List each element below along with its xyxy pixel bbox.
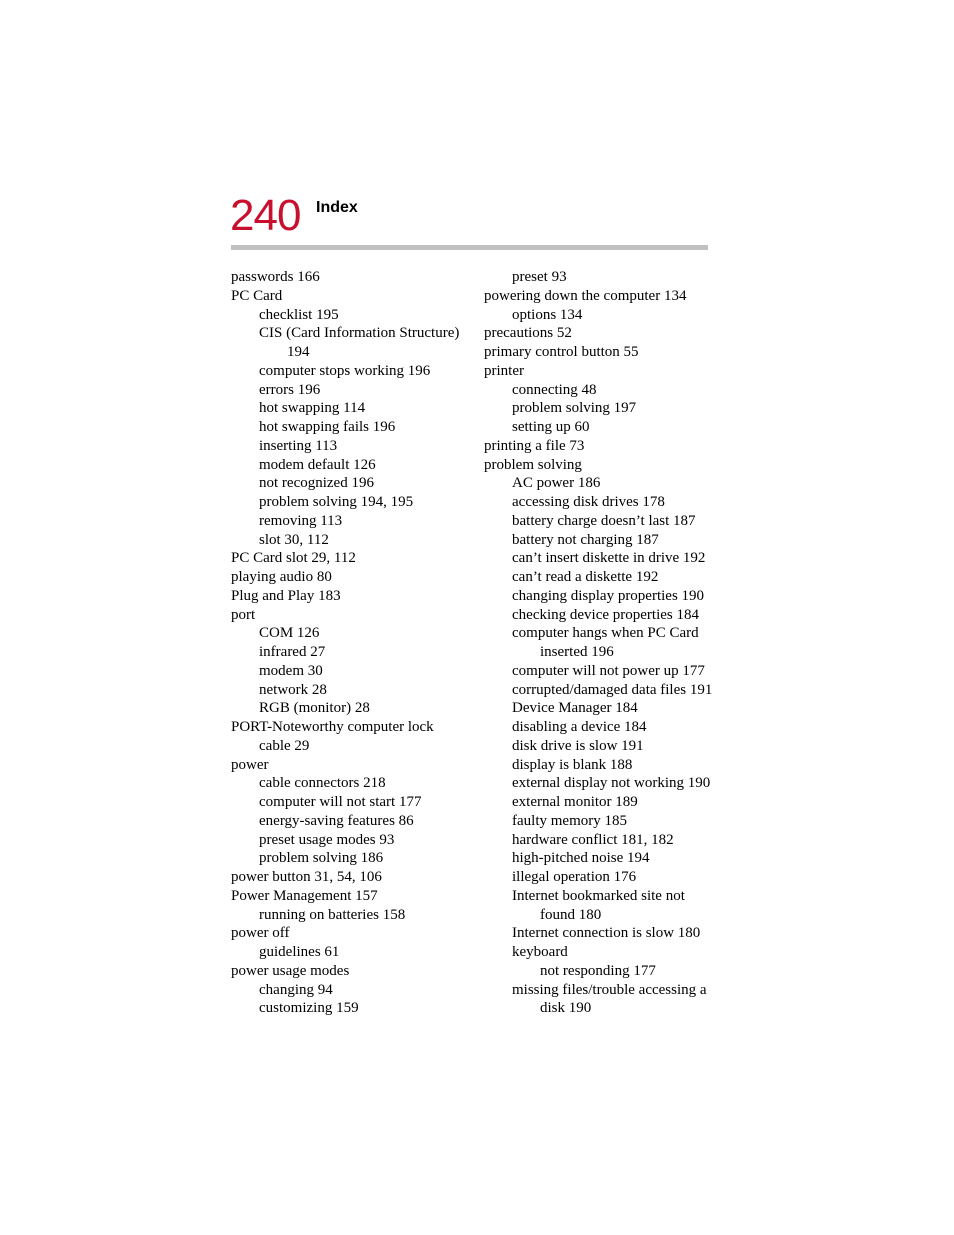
index-entry: printing a file 73 (484, 437, 585, 454)
index-entry: battery charge doesn’t last 187 (512, 512, 696, 529)
index-entry: external display not working 190 (512, 775, 711, 792)
index-entry: problem solving 194, 195 (259, 494, 414, 510)
header-rule (231, 245, 708, 250)
index-entry: checklist 195 (259, 306, 339, 323)
index-entry: problem solving 197 (512, 400, 637, 417)
index-entry: Internet connection is slow 180 (512, 925, 701, 942)
index-entry: battery not charging 187 (512, 531, 659, 548)
index-column-right (484, 268, 724, 1018)
index-entry: port (231, 606, 256, 623)
index-entry: inserted 196 (540, 644, 614, 660)
index-column-left (231, 268, 471, 1018)
index-entry: 194 (287, 344, 310, 360)
index-entry: powering down the computer 134 (484, 287, 687, 304)
index-entry: power off (231, 925, 290, 942)
index-entry: checking device properties 184 (512, 606, 700, 623)
index-entry: precautions 52 (484, 325, 572, 342)
index-entry: hardware conflict 181, 182 (512, 831, 674, 848)
index-entry: Power Management 157 (231, 887, 378, 904)
index-entry: slot 30, 112 (259, 531, 329, 548)
index-entry: computer will not power up 177 (512, 662, 705, 679)
index-entry: power usage modes (231, 962, 350, 979)
index-entry: modem 30 (259, 662, 323, 679)
index-entry: missing files/trouble accessing a (512, 981, 707, 998)
index-entry: faulty memory 185 (512, 812, 627, 829)
index-entry: not recognized 196 (259, 475, 374, 492)
index-entry: keyboard (512, 944, 568, 960)
index-entry: connecting 48 (512, 381, 597, 398)
index-entry: high-pitched noise 194 (512, 850, 650, 867)
index-entry: running on batteries 158 (259, 906, 406, 923)
index-entry: COM 126 (259, 625, 320, 642)
index-entry: display is blank 188 (512, 756, 633, 773)
index-entry: corrupted/damaged data files 191 (512, 681, 713, 698)
index-entry: guidelines 61 (259, 944, 340, 960)
index-entry: network 28 (259, 681, 327, 698)
index-entry: inserting 113 (259, 437, 338, 454)
index-entry: RGB (monitor) 28 (259, 700, 370, 717)
index-entry: found 180 (540, 906, 602, 923)
index-entry: preset 93 (512, 269, 567, 285)
index-entry: AC power 186 (512, 475, 601, 492)
index-entry: hot swapping 114 (259, 400, 366, 417)
index-entry: disk 190 (540, 1000, 592, 1017)
index-entry: PORT-Noteworthy computer lock (231, 719, 434, 735)
index-entry: can’t read a diskette 192 (512, 569, 659, 585)
index-entry: power (231, 756, 269, 773)
index-entry: accessing disk drives 178 (512, 494, 665, 510)
page-number: 240 (230, 191, 301, 240)
index-entry: cable connectors 218 (259, 775, 386, 792)
index-entry: infrared 27 (259, 644, 326, 660)
index-entry: options 134 (512, 306, 583, 323)
index-entry: primary control button 55 (484, 344, 639, 360)
index-entry: computer stops working 196 (259, 362, 431, 379)
index-entry: passwords 166 (231, 269, 320, 285)
index-entry: disk drive is slow 191 (512, 737, 644, 754)
index-entry: disabling a device 184 (512, 719, 647, 735)
index-entry: PC Card (231, 287, 283, 304)
section-title: Index (316, 199, 358, 216)
index-entry: cable 29 (259, 737, 310, 754)
index-entry: CIS (Card Information Structure) (259, 325, 460, 342)
index-entry: removing 113 (259, 512, 343, 529)
index-entry: external monitor 189 (512, 794, 638, 810)
index-entry: playing audio 80 (231, 569, 332, 585)
index-entry: Device Manager 184 (512, 700, 638, 717)
index-entry: power button 31, 54, 106 (231, 869, 382, 885)
index-entry: problem solving (484, 456, 582, 473)
index-entry: modem default 126 (259, 456, 376, 473)
index-entry: errors 196 (259, 381, 321, 398)
index-entry: not responding 177 (540, 962, 656, 979)
index-entry: Internet bookmarked site not (512, 887, 685, 904)
index-entry: printer (484, 362, 524, 379)
index-entry: setting up 60 (512, 419, 590, 435)
index-entry: illegal operation 176 (512, 869, 637, 885)
index-entry: preset usage modes 93 (259, 831, 395, 848)
index-entry: changing 94 (259, 981, 333, 998)
index-entry: changing display properties 190 (512, 587, 705, 604)
index-entry: computer will not start 177 (259, 794, 422, 810)
index-entry: can’t insert diskette in drive 192 (512, 550, 706, 567)
index-entry: hot swapping fails 196 (259, 419, 396, 435)
index-entry: computer hangs when PC Card (512, 625, 699, 642)
index-entry: customizing 159 (259, 1000, 359, 1017)
index-entry: PC Card slot 29, 112 (231, 550, 356, 567)
index-entry: problem solving 186 (259, 850, 384, 867)
index-entry: Plug and Play 183 (231, 587, 341, 604)
index-entry: energy-saving features 86 (259, 812, 414, 829)
